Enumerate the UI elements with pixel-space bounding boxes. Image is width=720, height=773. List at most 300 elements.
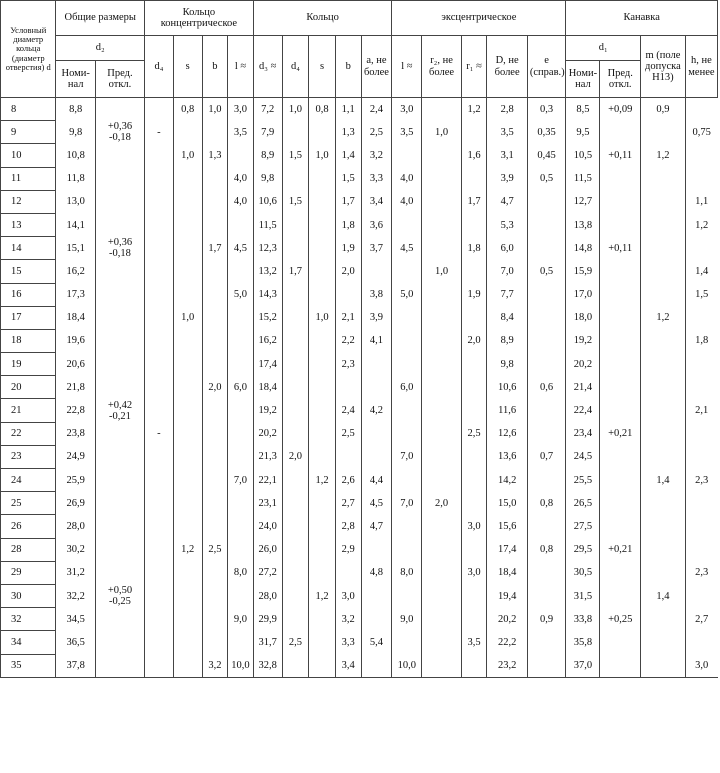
table-cell bbox=[685, 538, 717, 561]
table-cell bbox=[527, 190, 565, 213]
table-cell bbox=[202, 584, 228, 607]
table-cell: +0,09 bbox=[600, 98, 641, 121]
table-cell: 8,4 bbox=[487, 306, 528, 329]
table-cell bbox=[173, 654, 202, 677]
table-cell bbox=[309, 190, 336, 213]
table-cell bbox=[95, 422, 144, 445]
table-cell: 2,8 bbox=[335, 515, 361, 538]
header-D: D, не более bbox=[487, 36, 528, 98]
table-cell: 10,6 bbox=[487, 376, 528, 399]
table-cell: 2,7 bbox=[685, 608, 717, 631]
header-h: h, не менее bbox=[685, 36, 717, 98]
table-cell: +0,11 bbox=[600, 237, 641, 260]
table-cell bbox=[422, 190, 461, 213]
table-cell bbox=[600, 353, 641, 376]
table-cell bbox=[422, 213, 461, 236]
table-cell bbox=[309, 213, 336, 236]
table-cell: 12,6 bbox=[487, 422, 528, 445]
table-cell bbox=[309, 283, 336, 306]
table-cell bbox=[685, 445, 717, 468]
table-cell bbox=[600, 260, 641, 283]
table-cell bbox=[392, 469, 422, 492]
table-cell: 26,9 bbox=[56, 492, 95, 515]
table-cell: 18 bbox=[1, 329, 56, 352]
table-cell bbox=[309, 237, 336, 260]
table-cell bbox=[461, 167, 487, 190]
table-cell bbox=[641, 283, 686, 306]
table-cell: 3,9 bbox=[487, 167, 528, 190]
table-cell bbox=[422, 237, 461, 260]
table-cell bbox=[600, 584, 641, 607]
table-cell: 11 bbox=[1, 167, 56, 190]
table-cell bbox=[145, 98, 174, 121]
table-cell bbox=[685, 167, 717, 190]
table-cell bbox=[641, 515, 686, 538]
table-cell: 2,5 bbox=[361, 121, 392, 144]
table-cell: 1,7 bbox=[282, 260, 309, 283]
table-cell: 0,5 bbox=[527, 260, 565, 283]
table-cell: 29,9 bbox=[253, 608, 282, 631]
table-cell: 3,1 bbox=[487, 144, 528, 167]
table-cell bbox=[361, 608, 392, 631]
table-cell bbox=[461, 213, 487, 236]
table-cell: 3,3 bbox=[361, 167, 392, 190]
table-cell: 36,5 bbox=[56, 631, 95, 654]
table-cell bbox=[461, 608, 487, 631]
table-cell: 20 bbox=[1, 376, 56, 399]
table-cell bbox=[641, 492, 686, 515]
table-cell bbox=[202, 469, 228, 492]
table-cell: 28,0 bbox=[56, 515, 95, 538]
table-row bbox=[1, 654, 718, 677]
table-cell: 2,1 bbox=[685, 399, 717, 422]
table-cell: 7,0 bbox=[392, 492, 422, 515]
header-ring-concentric: Кольцо концентрическое bbox=[145, 1, 254, 36]
table-cell bbox=[685, 631, 717, 654]
table-cell: 14 bbox=[1, 237, 56, 260]
table-cell bbox=[392, 515, 422, 538]
table-cell bbox=[685, 515, 717, 538]
table-cell: 4,7 bbox=[361, 515, 392, 538]
table-cell bbox=[641, 329, 686, 352]
table-cell: 34,5 bbox=[56, 608, 95, 631]
table-cell: 13 bbox=[1, 213, 56, 236]
table-cell: 32,8 bbox=[253, 654, 282, 677]
table-cell: 4,0 bbox=[392, 190, 422, 213]
table-cell bbox=[685, 144, 717, 167]
table-cell: 9,8 bbox=[487, 353, 528, 376]
table-cell bbox=[95, 260, 144, 283]
table-cell bbox=[173, 469, 202, 492]
table-cell bbox=[461, 260, 487, 283]
table-cell: 1,5 bbox=[685, 283, 717, 306]
table-cell: 11,5 bbox=[253, 213, 282, 236]
table-cell: 17,0 bbox=[566, 283, 600, 306]
table-cell bbox=[282, 213, 309, 236]
table-cell: 13,0 bbox=[56, 190, 95, 213]
table-cell: 23,1 bbox=[253, 492, 282, 515]
table-cell bbox=[600, 445, 641, 468]
table-cell: 1,0 bbox=[282, 98, 309, 121]
table-cell bbox=[309, 515, 336, 538]
table-cell bbox=[392, 329, 422, 352]
table-cell: 3,0 bbox=[335, 584, 361, 607]
table-cell: 0,7 bbox=[527, 445, 565, 468]
table-cell bbox=[461, 492, 487, 515]
table-cell bbox=[228, 260, 254, 283]
table-row bbox=[1, 353, 718, 376]
table-cell bbox=[600, 213, 641, 236]
table-cell: 0,8 bbox=[527, 492, 565, 515]
table-cell: 2,4 bbox=[335, 399, 361, 422]
table-cell: 3,0 bbox=[461, 515, 487, 538]
table-cell: 0,45 bbox=[527, 144, 565, 167]
table-cell bbox=[422, 561, 461, 584]
table-cell bbox=[685, 584, 717, 607]
table-cell bbox=[202, 260, 228, 283]
table-cell bbox=[228, 422, 254, 445]
table-cell bbox=[461, 376, 487, 399]
table-row bbox=[1, 538, 718, 561]
table-cell bbox=[600, 654, 641, 677]
table-cell: 3,2 bbox=[335, 608, 361, 631]
table-row bbox=[1, 399, 718, 422]
table-row bbox=[1, 561, 718, 584]
table-cell: 1,4 bbox=[641, 584, 686, 607]
header-s: s bbox=[173, 36, 202, 98]
table-cell: 11,5 bbox=[566, 167, 600, 190]
table-cell: 20,2 bbox=[566, 353, 600, 376]
table-cell: 3,5 bbox=[228, 121, 254, 144]
table-cell: 23,4 bbox=[566, 422, 600, 445]
table-cell: 12,3 bbox=[253, 237, 282, 260]
table-cell: 4,4 bbox=[361, 469, 392, 492]
table-cell: 20,2 bbox=[253, 422, 282, 445]
table-cell bbox=[202, 492, 228, 515]
table-cell bbox=[641, 422, 686, 445]
table-row bbox=[1, 376, 718, 399]
header-d2-tolerance: Пред. откл. bbox=[95, 61, 144, 98]
table-cell bbox=[145, 353, 174, 376]
table-cell: 14,8 bbox=[566, 237, 600, 260]
table-cell: 1,3 bbox=[335, 121, 361, 144]
table-cell: 30,5 bbox=[566, 561, 600, 584]
table-cell: 13,8 bbox=[566, 213, 600, 236]
table-cell: 3,5 bbox=[392, 121, 422, 144]
table-cell bbox=[422, 329, 461, 352]
table-cell: 31,5 bbox=[566, 584, 600, 607]
table-cell bbox=[282, 538, 309, 561]
table-cell: 0,35 bbox=[527, 121, 565, 144]
table-cell bbox=[461, 353, 487, 376]
table-cell: 2,0 bbox=[461, 329, 487, 352]
table-cell bbox=[309, 538, 336, 561]
table-cell: 17,3 bbox=[56, 283, 95, 306]
table-row bbox=[1, 306, 718, 329]
table-cell: 1,7 bbox=[202, 237, 228, 260]
table-cell bbox=[461, 654, 487, 677]
table-cell bbox=[461, 445, 487, 468]
table-cell bbox=[95, 469, 144, 492]
table-cell bbox=[422, 631, 461, 654]
table-cell bbox=[95, 445, 144, 468]
table-cell bbox=[309, 445, 336, 468]
table-cell: 12,7 bbox=[566, 190, 600, 213]
table-cell: 15 bbox=[1, 260, 56, 283]
table-cell bbox=[422, 445, 461, 468]
table-cell: 9,8 bbox=[56, 121, 95, 144]
table-cell bbox=[309, 608, 336, 631]
table-cell: 24 bbox=[1, 469, 56, 492]
table-cell bbox=[228, 445, 254, 468]
table-cell bbox=[461, 121, 487, 144]
table-cell bbox=[641, 561, 686, 584]
table-cell bbox=[392, 631, 422, 654]
table-cell: 0,9 bbox=[641, 98, 686, 121]
table-cell bbox=[95, 144, 144, 167]
table-cell: 22,4 bbox=[566, 399, 600, 422]
table-cell bbox=[600, 631, 641, 654]
table-cell bbox=[282, 306, 309, 329]
table-cell: 4,5 bbox=[228, 237, 254, 260]
table-cell: 4,0 bbox=[228, 167, 254, 190]
table-cell bbox=[202, 561, 228, 584]
table-cell bbox=[282, 492, 309, 515]
table-cell bbox=[95, 376, 144, 399]
table-cell: 1,1 bbox=[685, 190, 717, 213]
table-cell: 3,0 bbox=[461, 561, 487, 584]
table-cell: 29 bbox=[1, 561, 56, 584]
table-cell bbox=[600, 121, 641, 144]
table-cell: 31,7 bbox=[253, 631, 282, 654]
table-cell: 7,0 bbox=[487, 260, 528, 283]
table-cell bbox=[145, 237, 174, 260]
table-cell: 24,9 bbox=[56, 445, 95, 468]
table-cell: 5,4 bbox=[361, 631, 392, 654]
table-row bbox=[1, 213, 718, 236]
table-cell: 23,8 bbox=[56, 422, 95, 445]
table-cell bbox=[282, 167, 309, 190]
table-cell: 11,6 bbox=[487, 399, 528, 422]
table-cell bbox=[461, 469, 487, 492]
header-b: b bbox=[202, 36, 228, 98]
table-cell bbox=[392, 260, 422, 283]
table-cell bbox=[335, 283, 361, 306]
table-cell: 15,0 bbox=[487, 492, 528, 515]
table-cell: - bbox=[145, 422, 174, 445]
table-cell bbox=[95, 283, 144, 306]
table-cell bbox=[202, 445, 228, 468]
table-cell: 19,2 bbox=[253, 399, 282, 422]
table-cell bbox=[202, 422, 228, 445]
table-cell: 2,6 bbox=[335, 469, 361, 492]
table-cell: +0,36 -0,18 bbox=[95, 121, 144, 144]
table-cell bbox=[600, 492, 641, 515]
table-cell: 1,4 bbox=[685, 260, 717, 283]
table-cell bbox=[145, 190, 174, 213]
table-cell: 1,2 bbox=[173, 538, 202, 561]
table-cell: 2,5 bbox=[461, 422, 487, 445]
table-cell bbox=[392, 584, 422, 607]
table-cell: 8,8 bbox=[56, 98, 95, 121]
table-cell bbox=[145, 631, 174, 654]
header-groove: Канавка bbox=[566, 1, 718, 36]
table-cell bbox=[202, 167, 228, 190]
table-cell bbox=[335, 561, 361, 584]
table-cell: 9 bbox=[1, 121, 56, 144]
table-cell: 13,6 bbox=[487, 445, 528, 468]
table-cell bbox=[527, 561, 565, 584]
table-cell: 1,0 bbox=[173, 306, 202, 329]
table-cell: 3,6 bbox=[361, 213, 392, 236]
table-cell bbox=[309, 654, 336, 677]
table-cell: 1,2 bbox=[641, 306, 686, 329]
table-row bbox=[1, 237, 718, 260]
table-cell: 3,5 bbox=[487, 121, 528, 144]
table-cell: 4,5 bbox=[392, 237, 422, 260]
table-cell bbox=[309, 376, 336, 399]
table-cell: 1,0 bbox=[309, 144, 336, 167]
table-cell: 4,1 bbox=[361, 329, 392, 352]
table-cell bbox=[282, 399, 309, 422]
table-cell bbox=[392, 399, 422, 422]
table-cell bbox=[95, 631, 144, 654]
table-cell bbox=[685, 492, 717, 515]
table-cell bbox=[202, 631, 228, 654]
table-cell: 2,5 bbox=[335, 422, 361, 445]
table-cell: 1,0 bbox=[422, 121, 461, 144]
table-cell bbox=[641, 121, 686, 144]
table-cell bbox=[145, 515, 174, 538]
table-cell: 7,2 bbox=[253, 98, 282, 121]
table-cell bbox=[392, 144, 422, 167]
table-cell bbox=[685, 376, 717, 399]
table-cell: 22,1 bbox=[253, 469, 282, 492]
table-cell bbox=[145, 376, 174, 399]
table-cell bbox=[527, 213, 565, 236]
table-cell: 24,5 bbox=[566, 445, 600, 468]
table-cell bbox=[202, 515, 228, 538]
table-cell: 3,0 bbox=[228, 98, 254, 121]
table-cell: 15,2 bbox=[253, 306, 282, 329]
table-cell: 1,2 bbox=[461, 98, 487, 121]
table-cell: 32,2 bbox=[56, 584, 95, 607]
table-cell bbox=[641, 213, 686, 236]
table-cell: 13,2 bbox=[253, 260, 282, 283]
table-cell bbox=[422, 399, 461, 422]
table-cell bbox=[202, 121, 228, 144]
table-row bbox=[1, 445, 718, 468]
table-cell bbox=[309, 631, 336, 654]
table-cell: 8,9 bbox=[487, 329, 528, 352]
table-cell: 37,0 bbox=[566, 654, 600, 677]
table-cell: 30,2 bbox=[56, 538, 95, 561]
table-cell bbox=[282, 376, 309, 399]
table-cell: 1,8 bbox=[335, 213, 361, 236]
table-cell: 3,2 bbox=[202, 654, 228, 677]
table-cell: 0,3 bbox=[527, 98, 565, 121]
table-cell bbox=[145, 213, 174, 236]
table-cell: 1,0 bbox=[422, 260, 461, 283]
table-cell: 2,7 bbox=[335, 492, 361, 515]
table-cell: 21 bbox=[1, 399, 56, 422]
table-cell: 19,6 bbox=[56, 329, 95, 352]
table-cell bbox=[228, 306, 254, 329]
table-cell: 2,0 bbox=[202, 376, 228, 399]
table-cell: 7,0 bbox=[228, 469, 254, 492]
table-cell bbox=[173, 213, 202, 236]
table-cell bbox=[95, 190, 144, 213]
table-cell bbox=[173, 260, 202, 283]
header-d4: d₄ bbox=[145, 36, 174, 98]
table-cell bbox=[422, 608, 461, 631]
table-row bbox=[1, 608, 718, 631]
table-cell: 24,0 bbox=[253, 515, 282, 538]
table-cell: 25,9 bbox=[56, 469, 95, 492]
table-cell bbox=[173, 608, 202, 631]
table-cell bbox=[309, 167, 336, 190]
table-cell bbox=[173, 167, 202, 190]
table-cell: 2,1 bbox=[335, 306, 361, 329]
table-cell: 0,9 bbox=[527, 608, 565, 631]
table-cell bbox=[228, 399, 254, 422]
table-cell bbox=[309, 329, 336, 352]
table-cell: 1,0 bbox=[202, 98, 228, 121]
table-cell bbox=[641, 654, 686, 677]
table-cell bbox=[95, 213, 144, 236]
header-r1: r₁ ≈ bbox=[461, 36, 487, 98]
table-cell bbox=[392, 306, 422, 329]
table-cell: 0,8 bbox=[173, 98, 202, 121]
table-cell: 35 bbox=[1, 654, 56, 677]
table-cell: 1,8 bbox=[685, 329, 717, 352]
table-cell bbox=[95, 538, 144, 561]
table-cell bbox=[309, 399, 336, 422]
table-cell: 3,9 bbox=[361, 306, 392, 329]
table-cell bbox=[361, 422, 392, 445]
table-cell: 25,5 bbox=[566, 469, 600, 492]
table-cell: 3,4 bbox=[335, 654, 361, 677]
table-cell: 16,2 bbox=[253, 329, 282, 352]
table-cell bbox=[202, 399, 228, 422]
table-cell bbox=[309, 353, 336, 376]
table-cell: +0,21 bbox=[600, 538, 641, 561]
table-row bbox=[1, 260, 718, 283]
table-cell: 23 bbox=[1, 445, 56, 468]
header-d1-tolerance: Пред. откл. bbox=[600, 61, 641, 98]
table-row bbox=[1, 283, 718, 306]
table-cell: 17 bbox=[1, 306, 56, 329]
table-cell bbox=[641, 376, 686, 399]
table-cell bbox=[309, 422, 336, 445]
table-cell bbox=[641, 445, 686, 468]
table-cell: 10,0 bbox=[228, 654, 254, 677]
header-ring-eccentric-2: эксцентрическое bbox=[392, 1, 566, 36]
table-cell: 18,0 bbox=[566, 306, 600, 329]
table-cell bbox=[685, 98, 717, 121]
table-cell bbox=[361, 353, 392, 376]
table-cell bbox=[173, 631, 202, 654]
table-cell bbox=[527, 631, 565, 654]
table-cell: 1,7 bbox=[461, 190, 487, 213]
table-cell bbox=[173, 121, 202, 144]
table-cell: +0,11 bbox=[600, 144, 641, 167]
table-cell bbox=[422, 376, 461, 399]
table-cell: 29,5 bbox=[566, 538, 600, 561]
table-cell: 5,0 bbox=[392, 283, 422, 306]
table-cell bbox=[95, 98, 144, 121]
table-cell bbox=[422, 538, 461, 561]
